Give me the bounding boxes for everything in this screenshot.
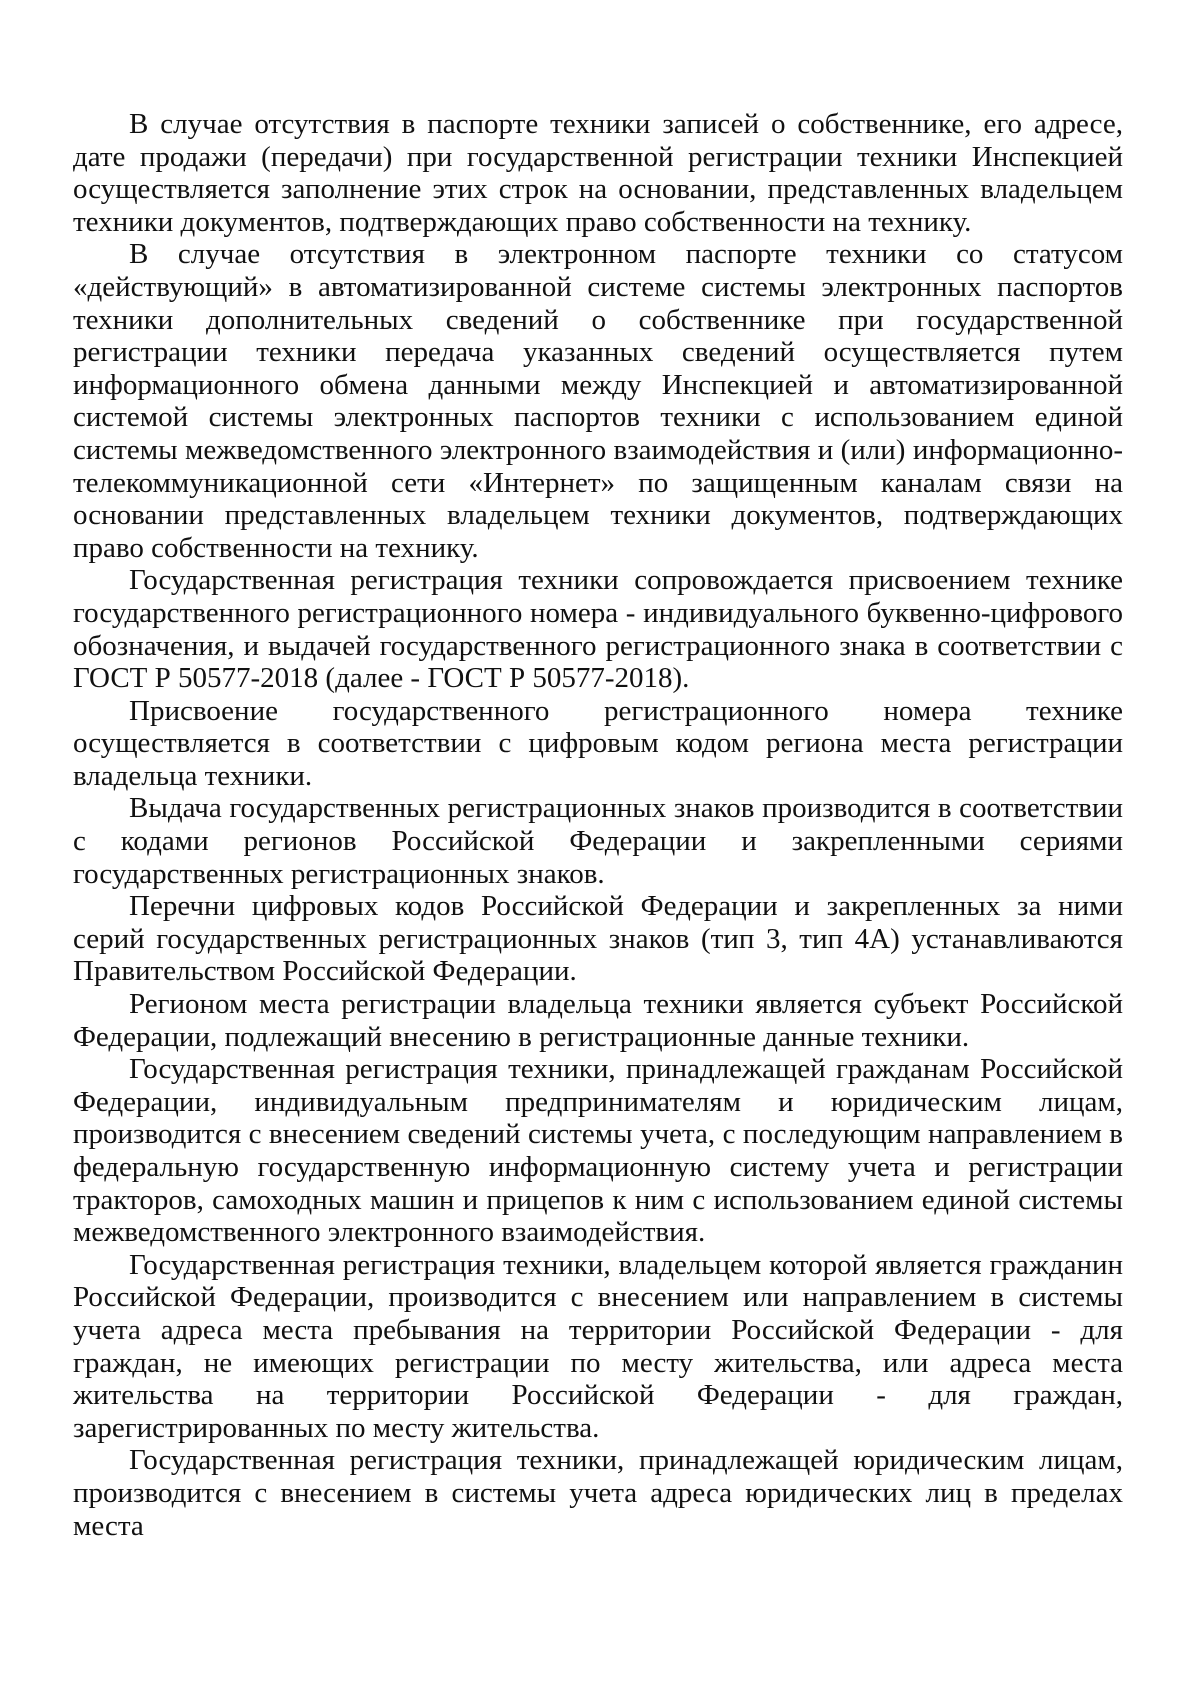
- paragraph-region-codes: Перечни цифровых кодов Российской Федерации и закрепленных за ними серий государственных регистрационных знаков (тип 3, тип 4А) устанавливаются Правительством Российской Федерации.: [73, 890, 1123, 988]
- paragraph-legal-entity-address: Государственная регистрация техники, принадлежащей юридическим лицам, производится с внесением в системы учета адреса юридических лиц в пределах места: [73, 1444, 1123, 1542]
- paragraph-owners-registration: Государственная регистрация техники, принадлежащей гражданам Российской Федерации, индивидуальным предпринимателям и юридическим лицам, производится с внесением сведений системы учета, с последующим направлением в федеральную государственную информационную систему учета и регистрации тракторов, самоходных машин и прицепов к ним с использованием единой системы межведомственного электронного взаимодействия.: [73, 1053, 1123, 1249]
- paragraph-citizen-address: Государственная регистрация техники, владельцем которой является гражданин Российской Федерации, производится с внесением или направлением в системы учета адреса места пребывания на территории Российской Федерации - для граждан, не имеющих регистрации по месту жительства, или адреса места жительства на территории Российской Федерации - для граждан, зарегистрированных по месту жительства.: [73, 1248, 1123, 1444]
- paragraph-plate-issuance: Выдача государственных регистрационных знаков производится в соответствии с кодами регионов Российской Федерации и закрепленными сериями государственных регистрационных знаков.: [73, 792, 1123, 890]
- paragraph-electronic-passport: В случае отсутствия в электронном паспорте техники со статусом «действующий» в автоматизированной системе системы электронных паспортов техники дополнительных сведений о собственнике при государственной регистрации техники передача указанных сведений осуществляется путем информационного обмена данными между Инспекцией и автоматизированной системой системы электронных паспортов техники с использованием единой системы межведомственного электронного взаимодействия и (или) информационно-телекоммуникационной сети «Интернет» по защищенным каналам связи на основании представленных владельцем техники документов, подтверждающих право собственности на технику.: [73, 238, 1123, 564]
- paragraph-registration-region: Регионом места регистрации владельца техники является субъект Российской Федерации, подлежащий внесению в регистрационные данные техники.: [73, 988, 1123, 1053]
- paragraph-registration-number: Государственная регистрация техники сопровождается присвоением технике государственного регистрационного номера - индивидуального буквенно-цифрового обозначения, и выдачей государственного регистрационного знака в соответствии с ГОСТ Р 50577-2018 (далее - ГОСТ Р 50577-2018).: [73, 564, 1123, 695]
- paragraph-number-assignment: Присвоение государственного регистрационного номера технике осуществляется в соответствии с цифровым кодом региона места регистрации владельца техники.: [73, 694, 1123, 792]
- document-page: [73, 108, 1123, 1542]
- paragraph-owner-records: В случае отсутствия в паспорте техники записей о собственнике, его адресе, дате продажи (передачи) при государственной регистрации техники Инспекцией осуществляется заполнение этих строк на основании, представленных владельцем техники документов, подтверждающих право собственности на технику.: [73, 108, 1123, 238]
